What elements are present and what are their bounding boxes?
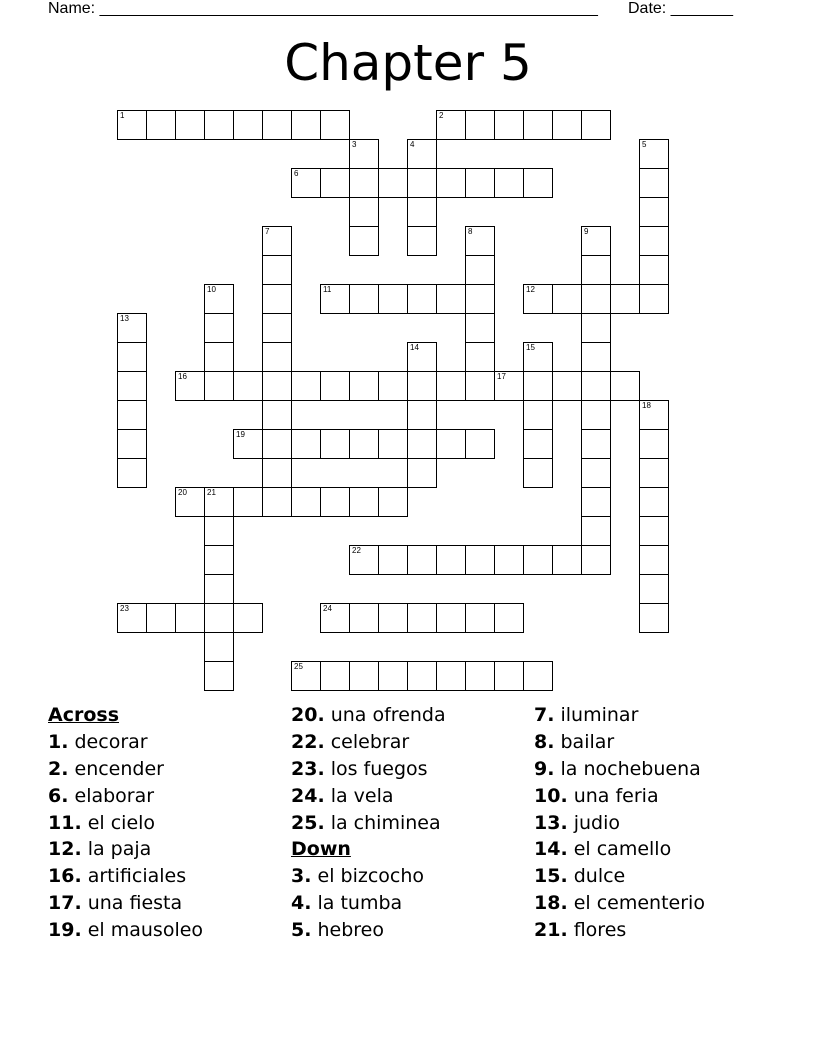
name-field-label: Name: ________________________________________________________ (48, 0, 598, 17)
crossword-cell[interactable] (349, 661, 379, 691)
crossword-cell[interactable] (581, 284, 611, 314)
clue-number: 3 (352, 140, 357, 149)
crossword-cell[interactable] (233, 110, 263, 140)
crossword-cell[interactable] (639, 400, 669, 430)
crossword-cell[interactable] (320, 661, 350, 691)
crossword-cell[interactable] (204, 284, 234, 314)
crossword-cell[interactable] (262, 429, 292, 459)
crossword-cell[interactable] (494, 603, 524, 633)
clue-down: 5. hebreo (291, 919, 384, 942)
crossword-cell[interactable] (378, 371, 408, 401)
crossword-cell[interactable] (320, 168, 350, 198)
clue-number: 19 (236, 430, 245, 439)
clue-column-3 (534, 702, 705, 944)
crossword-cell[interactable] (465, 284, 495, 314)
crossword-cell[interactable] (581, 516, 611, 546)
clue-number: 13 (120, 314, 129, 323)
across-heading: Across (48, 704, 120, 726)
crossword-cell[interactable] (639, 545, 669, 575)
crossword-cell[interactable] (523, 545, 553, 575)
crossword-cell[interactable] (349, 284, 379, 314)
crossword-cell[interactable] (581, 255, 611, 285)
clue-across: 19. el mausoleo (48, 919, 204, 942)
crossword-cell[interactable] (349, 226, 379, 256)
clue-across: 2. encender (48, 757, 164, 780)
crossword-cell[interactable] (175, 110, 205, 140)
crossword-cell[interactable] (523, 458, 553, 488)
clue-number: 8 (468, 227, 473, 236)
clue-number: 16 (178, 372, 187, 381)
clue-down: 21. flores (534, 919, 627, 942)
crossword-cell[interactable] (262, 226, 292, 256)
clue-across: 25. la chiminea (291, 811, 441, 834)
crossword-cell[interactable] (233, 429, 263, 459)
clue-across: 16. artificiales (48, 865, 187, 888)
crossword-cell[interactable] (523, 110, 553, 140)
crossword-cell[interactable] (407, 429, 437, 459)
crossword-cell[interactable] (146, 110, 176, 140)
crossword-cell[interactable] (465, 313, 495, 343)
crossword-cell[interactable] (349, 429, 379, 459)
crossword-cell[interactable] (436, 603, 466, 633)
crossword-cell[interactable] (349, 168, 379, 198)
clue-down: 14. el camello (534, 838, 672, 861)
crossword-cell[interactable] (465, 371, 495, 401)
crossword-cell[interactable] (465, 545, 495, 575)
clue-number: 24 (323, 604, 332, 613)
crossword-cell[interactable] (349, 197, 379, 227)
crossword-cell[interactable] (349, 371, 379, 401)
crossword-cell[interactable] (291, 371, 321, 401)
clue-number: 2 (439, 111, 444, 120)
crossword-cell[interactable] (378, 168, 408, 198)
clue-down: 15. dulce (534, 865, 626, 888)
crossword-cell[interactable] (175, 371, 205, 401)
crossword-cell[interactable] (436, 429, 466, 459)
crossword-cell[interactable] (494, 168, 524, 198)
clue-down: 4. la tumba (291, 892, 403, 915)
clue-column-1 (48, 702, 203, 944)
crossword-cell[interactable] (262, 371, 292, 401)
crossword-cell[interactable] (581, 487, 611, 517)
crossword-cell[interactable] (407, 603, 437, 633)
clue-across: 22. celebrar (291, 730, 410, 753)
clue-across: 20. una ofrenda (291, 704, 446, 726)
crossword-cell[interactable] (436, 168, 466, 198)
clue-number: 10 (207, 285, 216, 294)
crossword-cell[interactable] (639, 284, 669, 314)
crossword-cell[interactable] (204, 632, 234, 662)
crossword-cell[interactable] (407, 371, 437, 401)
crossword-cell[interactable] (262, 110, 292, 140)
crossword-cell[interactable] (117, 400, 147, 430)
crossword-cell[interactable] (291, 168, 321, 198)
crossword-cell[interactable] (436, 284, 466, 314)
clue-number: 15 (526, 343, 535, 352)
crossword-cell[interactable] (204, 516, 234, 546)
crossword-cell[interactable] (523, 284, 553, 314)
crossword-cell[interactable] (639, 429, 669, 459)
clue-down: 10. una feria (534, 784, 659, 807)
crossword-cell[interactable] (465, 255, 495, 285)
crossword-cell[interactable] (465, 429, 495, 459)
crossword-cell[interactable] (291, 661, 321, 691)
crossword-cell[interactable] (204, 603, 234, 633)
crossword-cell[interactable] (407, 139, 437, 169)
clue-number: 7 (265, 227, 270, 236)
crossword-cell[interactable] (639, 458, 669, 488)
crossword-cell[interactable] (407, 342, 437, 372)
crossword-cell[interactable] (523, 371, 553, 401)
clue-number: 12 (526, 285, 535, 294)
crossword-cell[interactable] (552, 284, 582, 314)
crossword-cell[interactable] (552, 110, 582, 140)
clue-number: 14 (410, 343, 419, 352)
crossword-cell[interactable] (639, 487, 669, 517)
crossword-cell[interactable] (436, 110, 466, 140)
clue-number: 4 (410, 140, 415, 149)
clue-down: 7. iluminar (534, 704, 639, 726)
crossword-cell[interactable] (465, 603, 495, 633)
crossword-cell[interactable] (378, 603, 408, 633)
crossword-cell[interactable] (407, 284, 437, 314)
crossword-cell[interactable] (262, 284, 292, 314)
clue-across: 17. una fiesta (48, 892, 183, 915)
crossword-cell[interactable] (581, 458, 611, 488)
date-field-label: Date: _______ (628, 0, 733, 17)
crossword-cell[interactable] (378, 545, 408, 575)
crossword-cell[interactable] (262, 400, 292, 430)
crossword-cell[interactable] (378, 284, 408, 314)
clue-number: 22 (352, 546, 361, 555)
crossword-cell[interactable] (581, 110, 611, 140)
clue-column-2 (291, 702, 446, 944)
crossword-cell[interactable] (262, 313, 292, 343)
crossword-cell[interactable] (523, 429, 553, 459)
crossword-cell[interactable] (117, 458, 147, 488)
crossword-cell[interactable] (349, 139, 379, 169)
crossword-cell[interactable] (436, 545, 466, 575)
clue-across: 12. la paja (48, 838, 152, 861)
crossword-cell[interactable] (262, 255, 292, 285)
crossword-cell[interactable] (146, 603, 176, 633)
crossword-cell[interactable] (204, 574, 234, 604)
crossword-cell[interactable] (523, 168, 553, 198)
crossword-cell[interactable] (639, 516, 669, 546)
clue-number: 18 (642, 401, 651, 410)
clue-down: 13. judio (534, 811, 621, 834)
clue-number: 6 (294, 169, 299, 178)
crossword-cell[interactable] (465, 661, 495, 691)
clue-number: 23 (120, 604, 129, 613)
crossword-cell[interactable] (407, 661, 437, 691)
crossword-cell[interactable] (117, 342, 147, 372)
crossword-cell[interactable] (233, 487, 263, 517)
crossword-cell[interactable] (204, 110, 234, 140)
clue-down: 3. el bizcocho (291, 865, 425, 888)
crossword-cell[interactable] (175, 487, 205, 517)
clue-down: 9. la nochebuena (534, 757, 701, 780)
crossword-cell[interactable] (291, 429, 321, 459)
crossword-cell[interactable] (204, 342, 234, 372)
crossword-cell[interactable] (581, 429, 611, 459)
crossword-cell[interactable] (581, 342, 611, 372)
down-heading: Down (291, 838, 351, 861)
crossword-cell[interactable] (639, 255, 669, 285)
clue-list (0, 702, 816, 952)
crossword-cell[interactable] (465, 342, 495, 372)
crossword-cell[interactable] (204, 545, 234, 575)
clue-number: 1 (120, 111, 125, 120)
clue-down: 18. el cementerio (534, 892, 705, 915)
crossword-cell[interactable] (204, 661, 234, 691)
crossword-cell[interactable] (262, 487, 292, 517)
crossword-cell[interactable] (494, 371, 524, 401)
clue-number: 11 (323, 285, 332, 294)
crossword-cell[interactable] (349, 545, 379, 575)
crossword-cell[interactable] (465, 226, 495, 256)
crossword-cell[interactable] (465, 168, 495, 198)
crossword-cell[interactable] (378, 487, 408, 517)
crossword-cell[interactable] (117, 371, 147, 401)
crossword-cell[interactable] (639, 226, 669, 256)
clue-number: 21 (207, 488, 216, 497)
crossword-cell[interactable] (233, 371, 263, 401)
crossword-cell[interactable] (523, 400, 553, 430)
crossword-cell[interactable] (204, 371, 234, 401)
clue-down: 8. bailar (534, 730, 615, 753)
page-title: Chapter 5 (284, 34, 532, 92)
crossword-cell[interactable] (639, 139, 669, 169)
crossword-cell[interactable] (639, 603, 669, 633)
clue-number: 5 (642, 140, 647, 149)
clue-number: 20 (178, 488, 187, 497)
crossword-cell[interactable] (204, 487, 234, 517)
crossword-cell[interactable] (349, 487, 379, 517)
crossword-cell[interactable] (436, 371, 466, 401)
crossword-cell[interactable] (320, 487, 350, 517)
crossword-cell[interactable] (494, 110, 524, 140)
crossword-cell[interactable] (233, 603, 263, 633)
crossword-cell[interactable] (552, 545, 582, 575)
crossword-cell[interactable] (494, 661, 524, 691)
crossword-cell[interactable] (204, 313, 234, 343)
crossword-cell[interactable] (581, 545, 611, 575)
crossword-cell[interactable] (262, 458, 292, 488)
crossword-cell[interactable] (117, 110, 147, 140)
crossword-cell[interactable] (407, 458, 437, 488)
crossword-cell[interactable] (262, 342, 292, 372)
crossword-cell[interactable] (639, 168, 669, 198)
crossword-cell[interactable] (117, 603, 147, 633)
crossword-cell[interactable] (320, 284, 350, 314)
clue-number: 25 (294, 662, 303, 671)
crossword-cell[interactable] (291, 110, 321, 140)
crossword-cell[interactable] (581, 371, 611, 401)
crossword-cell[interactable] (581, 400, 611, 430)
clue-number: 17 (497, 372, 506, 381)
crossword-cell[interactable] (494, 545, 524, 575)
clue-number: 9 (584, 227, 589, 236)
clue-across: 24. la vela (291, 784, 394, 807)
crossword-cell[interactable] (291, 487, 321, 517)
crossword-cell[interactable] (639, 574, 669, 604)
crossword-cell[interactable] (320, 429, 350, 459)
crossword-cell[interactable] (436, 661, 466, 691)
crossword-cell[interactable] (552, 371, 582, 401)
crossword-cell[interactable] (610, 371, 640, 401)
crossword-cell[interactable] (407, 197, 437, 227)
crossword-cell[interactable] (581, 313, 611, 343)
crossword-cell[interactable] (407, 168, 437, 198)
crossword-cell[interactable] (378, 429, 408, 459)
crossword-cell[interactable] (320, 603, 350, 633)
crossword-cell[interactable] (523, 342, 553, 372)
crossword-cell[interactable] (349, 603, 379, 633)
crossword-cell[interactable] (581, 226, 611, 256)
crossword-cell[interactable] (175, 603, 205, 633)
crossword-cell[interactable] (523, 661, 553, 691)
crossword-cell[interactable] (117, 429, 147, 459)
crossword-cell[interactable] (117, 313, 147, 343)
crossword-cell[interactable] (320, 371, 350, 401)
crossword-cell[interactable] (639, 197, 669, 227)
crossword-cell[interactable] (407, 545, 437, 575)
crossword-cell[interactable] (320, 110, 350, 140)
crossword-cell[interactable] (378, 661, 408, 691)
crossword-cell[interactable] (610, 284, 640, 314)
crossword-cell[interactable] (407, 400, 437, 430)
clue-across: 6. elaborar (48, 784, 155, 807)
clue-across: 11. el cielo (48, 811, 156, 834)
crossword-cell[interactable] (465, 110, 495, 140)
clue-across: 1. decorar (48, 730, 148, 753)
clue-across: 23. los fuegos (291, 757, 428, 780)
crossword-cell[interactable] (407, 226, 437, 256)
